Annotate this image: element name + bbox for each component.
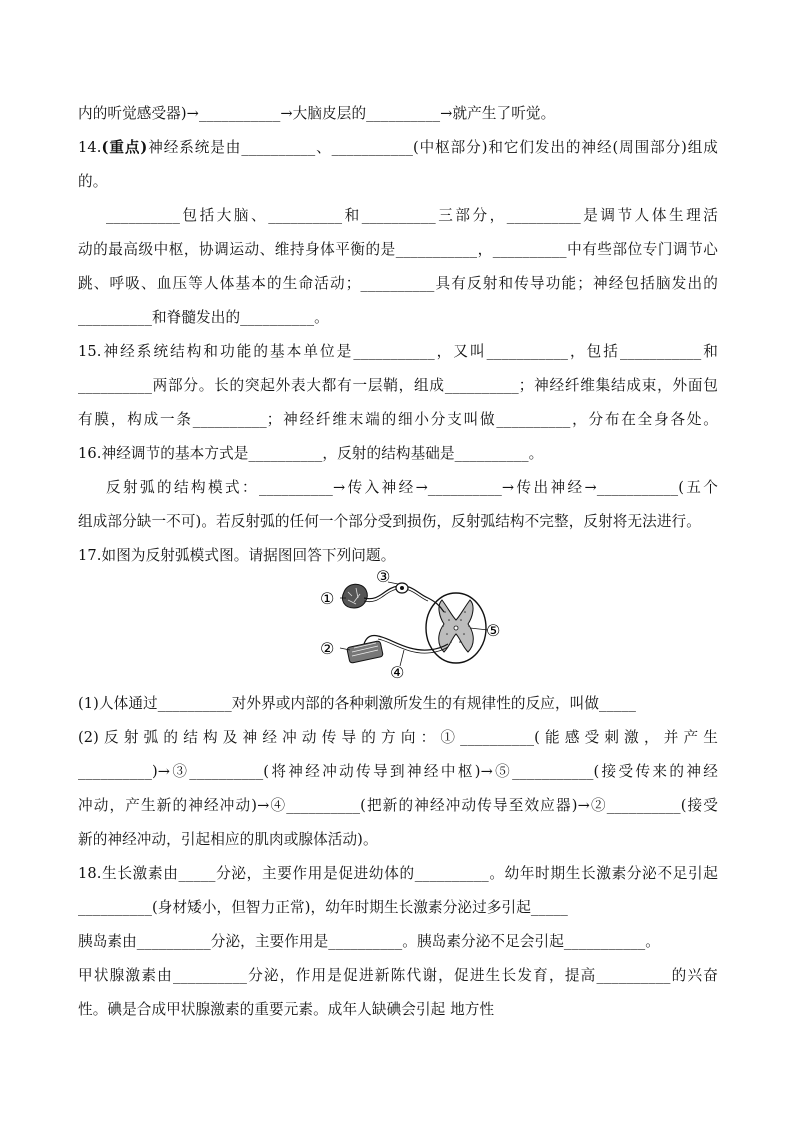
question-text: 神经调节的基本方式是__________，反射的结构基础是__________。 (101, 445, 544, 462)
receptor-shape (342, 584, 367, 608)
text-line: __________和脊髓发出的__________。 (78, 309, 329, 326)
text-line: 组成部分缺一不可)。若反射弧的任何一个部分受到损伤，反射弧结构不完整，反射将无法进行。 (78, 513, 701, 530)
question-number: 14. (78, 139, 102, 156)
question-18-line (78, 864, 718, 884)
label-1: ① (320, 589, 335, 608)
question-number: 16. (78, 445, 102, 462)
text-line: (2)反射弧的结构及神经冲动传导的方向：①__________(能感受刺激，并产生 (78, 729, 718, 746)
text-line: 甲状腺激素由__________分泌，作用是促进新陈代谢，促进生长发育，提高__________的兴奋 (78, 967, 718, 984)
question-14-line (78, 138, 718, 158)
text-line: 动的最高级中枢，协调运动、维持身体平衡的是___________，__________中有些部位专门调节心 (78, 241, 718, 258)
text-line: __________包括大脑、__________和__________三部分，__________是调节人体生理活 (106, 207, 718, 224)
effector-shape (347, 641, 384, 664)
label-3: ③ (376, 568, 391, 586)
text-line: 冲动，产生新的神经冲动)→④__________(把新的神经冲动传导至效应器)→②__________(接受 (78, 797, 718, 814)
reflex-arc-diagram (318, 568, 508, 680)
label-5: ⑤ (486, 621, 501, 640)
question-text: 神经系统结构和功能的基本单位是___________，又叫___________，包括___________和 (101, 343, 718, 360)
text-line: __________(身材矮小，但智力正常)，幼年时期生长激素分泌过多引起_____ (78, 899, 568, 916)
text-line: 内的听觉感受器)→___________→大脑皮层的__________→就产生了听觉。 (78, 105, 556, 122)
question-text: 生长激素由_____分泌，主要作用是促进幼体的__________。幼年时期生长激素分泌不足引起 (101, 865, 718, 882)
question-number: 17. (78, 547, 102, 564)
question-number: 18. (78, 865, 102, 882)
question-number: 15. (78, 343, 102, 360)
text-line: (1)人体通过__________对外界或内部的各种刺激所发生的有规律性的反应，叫做_____ (78, 695, 637, 712)
text-line: 反射弧的结构模式：__________→传入神经→__________→传出神经→___________(五个 (106, 479, 718, 496)
text-line: 有膜，构成一条__________；神经纤维末端的细小分支叫做__________，分布在全身各处。 (78, 411, 718, 428)
text-line: __________)→③__________(将神经冲动传导到神经中枢)→⑤___________(接受传来的神经 (78, 763, 718, 780)
text-line: 性。碘是合成甲状腺激素的重要元素。成年人缺碘会引起 地方性 (78, 1001, 495, 1018)
question-17-line (78, 546, 718, 566)
question-16-line (78, 444, 718, 464)
text-line: 跳、呼吸、血压等人体基本的生命活动；__________具有反射和传导功能；神经包括脑发出的 (78, 275, 718, 292)
text-line: 胰岛素由__________分泌，主要作用是__________。胰岛素分泌不足会引起___________。 (78, 933, 660, 950)
emphasis-label: (重点) (101, 139, 148, 156)
label-2: ② (320, 639, 335, 658)
text-line: 新的神经冲动，引起相应的肌肉或腺体活动)。 (78, 831, 378, 848)
question-text: (重点)神经系统是由__________、___________(中枢部分)和它们发出的神经(周围部分)组成 (101, 139, 718, 156)
text-line: __________两部分。长的突起外表大都有一层鞘，组成__________；神经纤维集结成束，外面包 (78, 377, 718, 394)
text-line: 的。 (78, 173, 108, 190)
question-text: 如图为反射弧模式图。请据图回答下列问题。 (101, 547, 396, 564)
label-4: ④ (390, 663, 405, 680)
question-15-line (78, 342, 718, 362)
